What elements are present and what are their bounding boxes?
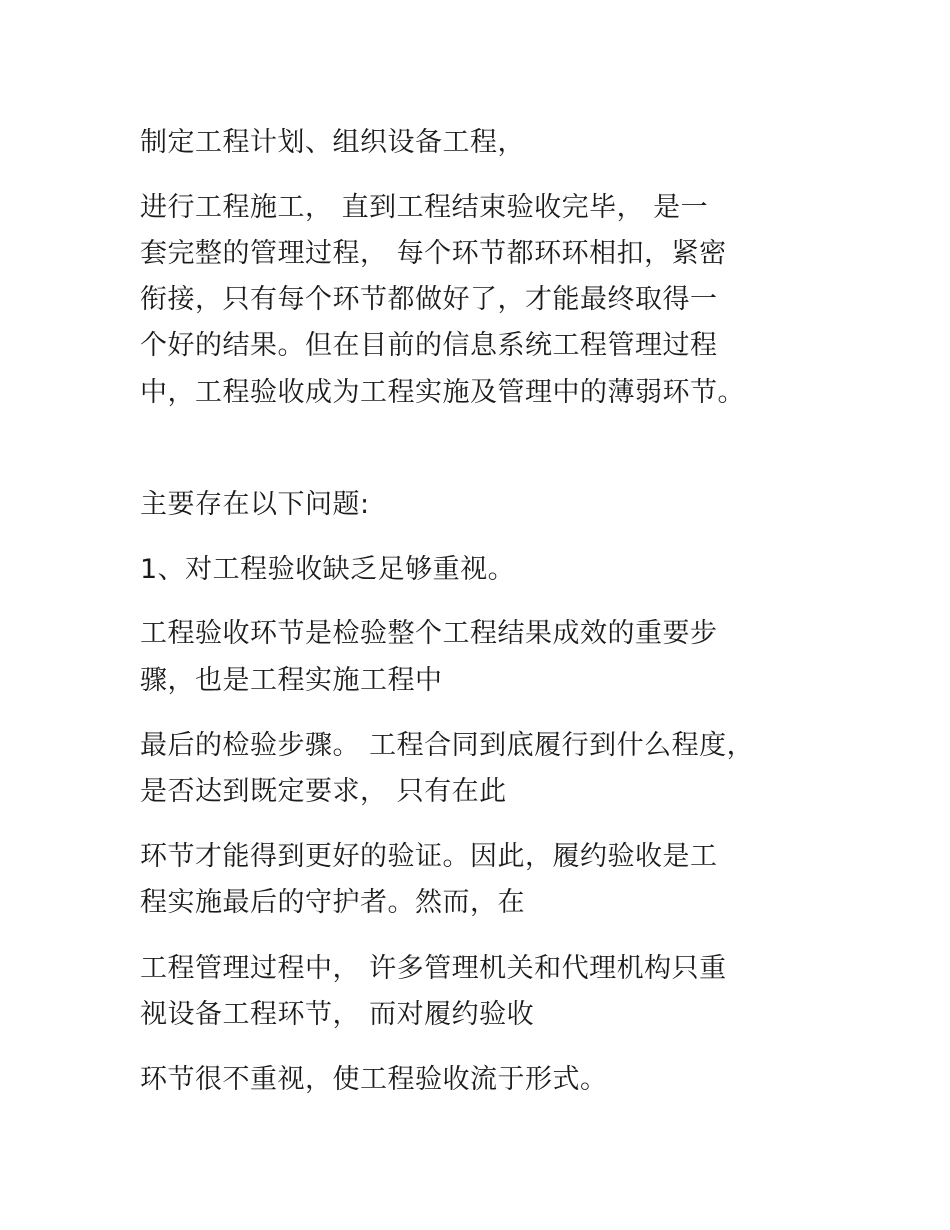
text-line: 环节才能得到更好的验证。因此，履约验收是工 <box>140 841 718 872</box>
text-line: 工程验收环节是检验整个工程结果成效的重要步 <box>140 618 718 649</box>
text-line: 工程管理过程中， 许多管理机关和代理机构只重 <box>140 953 727 984</box>
text-line: 骤，也是工程实施工程中 <box>140 665 443 696</box>
text-line: 是否达到既定要求， 只有在此 <box>140 776 507 807</box>
text-line: 视设备工程环节， 而对履约验收 <box>140 999 535 1030</box>
text-line: 套完整的管理过程， 每个环节都环环相扣，紧密 <box>140 238 727 269</box>
text-line: 中，工程验收成为工程实施及管理中的薄弱环节。 <box>140 377 745 408</box>
text-line: 进行工程施工， 直到工程结束验收完毕， 是一 <box>140 192 709 223</box>
text-line: 个好的结果。但在目前的信息系统工程管理过程 <box>140 330 718 361</box>
text-line: 制定工程计划、组织设备工程， <box>140 127 525 158</box>
text-line: 衔接，只有每个环节都做好了，才能最终取得一 <box>140 284 718 315</box>
text-line: 最后的检验步骤。 工程合同到底履行到什么程度， <box>140 730 755 761</box>
list-item: 1、对工程验收缺乏足够重视。 <box>140 554 516 585</box>
text-line: 环节很不重视，使工程验收流于形式。 <box>140 1064 608 1095</box>
text-line: 程实施最后的守护者。然而，在 <box>140 887 525 918</box>
section-heading: 主要存在以下问题: <box>140 489 370 520</box>
